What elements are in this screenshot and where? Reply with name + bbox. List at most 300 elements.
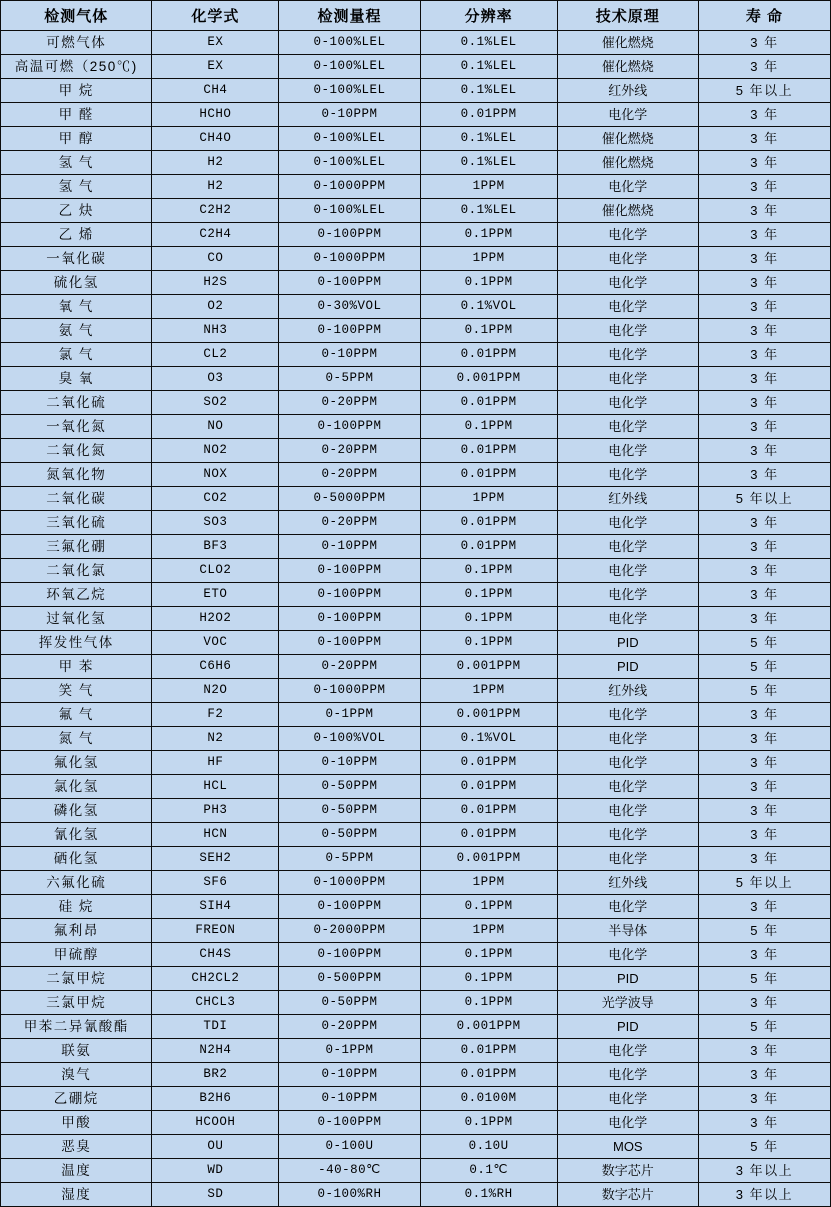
cell-principle: 电化学 (557, 727, 698, 751)
cell-gas-name: 湿度 (1, 1183, 152, 1207)
cell-principle: MOS (557, 1135, 698, 1159)
cell-formula: HCN (152, 823, 279, 847)
table-row (1, 55, 831, 79)
cell-formula: O3 (152, 367, 279, 391)
table-row (1, 31, 831, 55)
cell-lifetime: 3 年 (698, 991, 830, 1015)
cell-gas-name: 硫化氢 (1, 271, 152, 295)
cell-principle: 电化学 (557, 1039, 698, 1063)
cell-formula: VOC (152, 631, 279, 655)
cell-formula: HCL (152, 775, 279, 799)
cell-lifetime: 3 年以上 (698, 1159, 830, 1183)
table-row (1, 607, 831, 631)
cell-formula: CH4O (152, 127, 279, 151)
cell-resolution: 0.01PPM (420, 1063, 557, 1087)
cell-resolution: 0.1%LEL (420, 31, 557, 55)
cell-range: 0-100%LEL (279, 127, 420, 151)
cell-lifetime: 3 年 (698, 703, 830, 727)
cell-principle: 光学波导 (557, 991, 698, 1015)
cell-principle: 电化学 (557, 367, 698, 391)
table-row (1, 967, 831, 991)
cell-gas-name: 三氯甲烷 (1, 991, 152, 1015)
cell-resolution: 0.001PPM (420, 367, 557, 391)
cell-gas-name: 臭 氧 (1, 367, 152, 391)
cell-gas-name: 二氧化氯 (1, 559, 152, 583)
column-header-formula: 化学式 (152, 1, 279, 31)
cell-range: 0-1000PPM (279, 679, 420, 703)
cell-lifetime: 3 年 (698, 1111, 830, 1135)
cell-range: 0-100%RH (279, 1183, 420, 1207)
column-header-lifetime: 寿 命 (698, 1, 830, 31)
cell-formula: OU (152, 1135, 279, 1159)
cell-range: 0-1PPM (279, 703, 420, 727)
cell-lifetime: 3 年 (698, 751, 830, 775)
cell-principle: 催化燃烧 (557, 199, 698, 223)
cell-gas-name: 挥发性气体 (1, 631, 152, 655)
table-row (1, 127, 831, 151)
cell-lifetime: 3 年 (698, 391, 830, 415)
cell-resolution: 0.1PPM (420, 271, 557, 295)
cell-gas-name: 氮氧化物 (1, 463, 152, 487)
cell-range: 0-500PPM (279, 967, 420, 991)
table-row (1, 847, 831, 871)
cell-range: 0-100%LEL (279, 79, 420, 103)
cell-gas-name: 硒化氢 (1, 847, 152, 871)
cell-resolution: 0.1PPM (420, 943, 557, 967)
cell-range: 0-100%VOL (279, 727, 420, 751)
cell-range: 0-20PPM (279, 463, 420, 487)
table-row (1, 391, 831, 415)
cell-formula: C6H6 (152, 655, 279, 679)
cell-formula: CLO2 (152, 559, 279, 583)
cell-lifetime: 5 年以上 (698, 487, 830, 511)
cell-resolution: 0.1PPM (420, 991, 557, 1015)
table-row (1, 703, 831, 727)
table-row (1, 943, 831, 967)
cell-range: 0-5PPM (279, 367, 420, 391)
cell-range: 0-100PPM (279, 1111, 420, 1135)
cell-resolution: 0.1PPM (420, 607, 557, 631)
cell-principle: 电化学 (557, 175, 698, 199)
cell-formula: SD (152, 1183, 279, 1207)
table-row (1, 367, 831, 391)
cell-range: 0-100%LEL (279, 199, 420, 223)
table-row (1, 1039, 831, 1063)
table-row (1, 655, 831, 679)
cell-principle: 红外线 (557, 871, 698, 895)
cell-range: 0-1PPM (279, 1039, 420, 1063)
cell-principle: 半导体 (557, 919, 698, 943)
cell-formula: NO (152, 415, 279, 439)
cell-gas-name: 笑 气 (1, 679, 152, 703)
cell-formula: CH4S (152, 943, 279, 967)
cell-range: 0-20PPM (279, 511, 420, 535)
cell-principle: 电化学 (557, 823, 698, 847)
cell-resolution: 0.1%LEL (420, 199, 557, 223)
cell-gas-name: 三氟化硼 (1, 535, 152, 559)
table-row (1, 199, 831, 223)
cell-formula: SEH2 (152, 847, 279, 871)
table-row (1, 991, 831, 1015)
cell-gas-name: 磷化氢 (1, 799, 152, 823)
cell-lifetime: 3 年 (698, 607, 830, 631)
cell-gas-name: 氢 气 (1, 151, 152, 175)
table-row (1, 559, 831, 583)
cell-range: 0-30%VOL (279, 295, 420, 319)
cell-range: 0-20PPM (279, 1015, 420, 1039)
cell-gas-name: 氢 气 (1, 175, 152, 199)
cell-resolution: 0.01PPM (420, 823, 557, 847)
table-row (1, 223, 831, 247)
cell-lifetime: 3 年 (698, 511, 830, 535)
cell-resolution: 0.1PPM (420, 1111, 557, 1135)
table-row (1, 895, 831, 919)
cell-resolution: 0.01PPM (420, 391, 557, 415)
cell-principle: 电化学 (557, 319, 698, 343)
cell-formula: CHCL3 (152, 991, 279, 1015)
cell-resolution: 0.1PPM (420, 223, 557, 247)
cell-gas-name: 二氧化氮 (1, 439, 152, 463)
cell-gas-name: 甲酸 (1, 1111, 152, 1135)
cell-formula: C2H2 (152, 199, 279, 223)
cell-formula: N2 (152, 727, 279, 751)
cell-range: 0-100PPM (279, 223, 420, 247)
table-row (1, 1015, 831, 1039)
cell-formula: WD (152, 1159, 279, 1183)
cell-gas-name: 氰化氢 (1, 823, 152, 847)
table-row (1, 799, 831, 823)
table-row (1, 271, 831, 295)
cell-range: 0-100PPM (279, 415, 420, 439)
cell-principle: 电化学 (557, 751, 698, 775)
cell-gas-name: 恶臭 (1, 1135, 152, 1159)
cell-formula: BR2 (152, 1063, 279, 1087)
cell-lifetime: 3 年 (698, 175, 830, 199)
cell-lifetime: 3 年 (698, 271, 830, 295)
cell-gas-name: 氯 气 (1, 343, 152, 367)
table-row (1, 679, 831, 703)
table-row (1, 247, 831, 271)
cell-lifetime: 3 年 (698, 775, 830, 799)
cell-gas-name: 氮 气 (1, 727, 152, 751)
cell-gas-name: 联氨 (1, 1039, 152, 1063)
cell-gas-name: 环氧乙烷 (1, 583, 152, 607)
cell-formula: H2 (152, 175, 279, 199)
cell-range: 0-10PPM (279, 1063, 420, 1087)
cell-formula: SIH4 (152, 895, 279, 919)
cell-range: 0-100%LEL (279, 31, 420, 55)
cell-formula: O2 (152, 295, 279, 319)
cell-principle: 电化学 (557, 895, 698, 919)
cell-formula: H2O2 (152, 607, 279, 631)
cell-resolution: 0.10U (420, 1135, 557, 1159)
table-row (1, 1111, 831, 1135)
cell-principle: PID (557, 655, 698, 679)
cell-resolution: 0.01PPM (420, 535, 557, 559)
cell-lifetime: 5 年以上 (698, 871, 830, 895)
cell-resolution: 0.01PPM (420, 343, 557, 367)
cell-formula: NOX (152, 463, 279, 487)
cell-resolution: 0.01PPM (420, 775, 557, 799)
cell-formula: CH2CL2 (152, 967, 279, 991)
cell-range: 0-100PPM (279, 559, 420, 583)
cell-gas-name: 甲 醛 (1, 103, 152, 127)
cell-lifetime: 3 年 (698, 1063, 830, 1087)
cell-lifetime: 3 年 (698, 895, 830, 919)
table-row (1, 727, 831, 751)
cell-formula: EX (152, 55, 279, 79)
cell-principle: 电化学 (557, 1063, 698, 1087)
cell-resolution: 0.1%RH (420, 1183, 557, 1207)
cell-range: 0-20PPM (279, 655, 420, 679)
cell-gas-name: 过氧化氢 (1, 607, 152, 631)
cell-gas-name: 可燃气体 (1, 31, 152, 55)
cell-resolution: 0.001PPM (420, 1015, 557, 1039)
cell-gas-name: 高温可燃（250℃) (1, 55, 152, 79)
table-row (1, 439, 831, 463)
cell-resolution: 0.001PPM (420, 655, 557, 679)
cell-principle: 催化燃烧 (557, 31, 698, 55)
column-header-gas: 检测气体 (1, 1, 152, 31)
cell-principle: 电化学 (557, 583, 698, 607)
cell-range: 0-1000PPM (279, 247, 420, 271)
cell-resolution: 0.1℃ (420, 1159, 557, 1183)
cell-gas-name: 一氧化碳 (1, 247, 152, 271)
cell-lifetime: 3 年 (698, 463, 830, 487)
cell-resolution: 0.1PPM (420, 415, 557, 439)
cell-lifetime: 3 年 (698, 31, 830, 55)
cell-lifetime: 3 年 (698, 103, 830, 127)
cell-formula: F2 (152, 703, 279, 727)
cell-formula: EX (152, 31, 279, 55)
cell-lifetime: 5 年 (698, 631, 830, 655)
cell-lifetime: 3 年 (698, 823, 830, 847)
cell-resolution: 0.01PPM (420, 799, 557, 823)
cell-formula: HF (152, 751, 279, 775)
cell-principle: 电化学 (557, 1111, 698, 1135)
cell-resolution: 0.1PPM (420, 319, 557, 343)
cell-gas-name: 溴气 (1, 1063, 152, 1087)
table-row (1, 535, 831, 559)
cell-formula: CL2 (152, 343, 279, 367)
cell-gas-name: 温度 (1, 1159, 152, 1183)
cell-resolution: 0.0100M (420, 1087, 557, 1111)
cell-gas-name: 硅 烷 (1, 895, 152, 919)
cell-lifetime: 5 年以上 (698, 79, 830, 103)
cell-range: -40-80℃ (279, 1159, 420, 1183)
cell-formula: CO (152, 247, 279, 271)
cell-gas-name: 二氧化硫 (1, 391, 152, 415)
cell-gas-name: 甲硫醇 (1, 943, 152, 967)
cell-principle: 红外线 (557, 79, 698, 103)
cell-range: 0-50PPM (279, 775, 420, 799)
cell-range: 0-100PPM (279, 631, 420, 655)
cell-lifetime: 3 年 (698, 319, 830, 343)
cell-lifetime: 3 年 (698, 55, 830, 79)
cell-resolution: 0.01PPM (420, 511, 557, 535)
cell-principle: PID (557, 1015, 698, 1039)
cell-lifetime: 5 年 (698, 1015, 830, 1039)
cell-resolution: 0.001PPM (420, 703, 557, 727)
cell-resolution: 1PPM (420, 919, 557, 943)
table-body (1, 31, 831, 1207)
cell-gas-name: 氯化氢 (1, 775, 152, 799)
cell-principle: PID (557, 967, 698, 991)
cell-principle: 电化学 (557, 271, 698, 295)
table-row (1, 295, 831, 319)
column-header-resolution: 分辨率 (420, 1, 557, 31)
cell-gas-name: 乙 烯 (1, 223, 152, 247)
cell-principle: 电化学 (557, 847, 698, 871)
cell-range: 0-100PPM (279, 943, 420, 967)
cell-formula: CO2 (152, 487, 279, 511)
table-row (1, 103, 831, 127)
cell-gas-name: 甲 烷 (1, 79, 152, 103)
table-row (1, 583, 831, 607)
cell-formula: HCHO (152, 103, 279, 127)
cell-formula: N2O (152, 679, 279, 703)
cell-resolution: 0.001PPM (420, 847, 557, 871)
cell-principle: 电化学 (557, 511, 698, 535)
cell-range: 0-100PPM (279, 895, 420, 919)
cell-range: 0-100%LEL (279, 151, 420, 175)
cell-gas-name: 氧 气 (1, 295, 152, 319)
cell-lifetime: 3 年以上 (698, 1183, 830, 1207)
cell-range: 0-10PPM (279, 103, 420, 127)
cell-principle: 电化学 (557, 463, 698, 487)
cell-resolution: 0.1PPM (420, 559, 557, 583)
table-row (1, 1087, 831, 1111)
cell-resolution: 0.1PPM (420, 631, 557, 655)
cell-lifetime: 3 年 (698, 583, 830, 607)
cell-formula: B2H6 (152, 1087, 279, 1111)
cell-resolution: 0.01PPM (420, 463, 557, 487)
cell-lifetime: 5 年 (698, 1135, 830, 1159)
cell-lifetime: 3 年 (698, 343, 830, 367)
cell-range: 0-50PPM (279, 823, 420, 847)
table-row (1, 1159, 831, 1183)
cell-lifetime: 3 年 (698, 199, 830, 223)
cell-lifetime: 5 年 (698, 655, 830, 679)
cell-resolution: 1PPM (420, 487, 557, 511)
cell-range: 0-20PPM (279, 391, 420, 415)
cell-principle: 电化学 (557, 703, 698, 727)
cell-resolution: 0.1%VOL (420, 727, 557, 751)
cell-formula: PH3 (152, 799, 279, 823)
column-header-principle: 技术原理 (557, 1, 698, 31)
cell-range: 0-10PPM (279, 535, 420, 559)
cell-range: 0-2000PPM (279, 919, 420, 943)
table-row (1, 487, 831, 511)
cell-range: 0-100PPM (279, 583, 420, 607)
cell-formula: FREON (152, 919, 279, 943)
cell-principle: 电化学 (557, 103, 698, 127)
cell-formula: NH3 (152, 319, 279, 343)
cell-principle: 电化学 (557, 943, 698, 967)
cell-resolution: 0.1%LEL (420, 55, 557, 79)
cell-range: 0-100%LEL (279, 55, 420, 79)
cell-formula: NO2 (152, 439, 279, 463)
cell-formula: N2H4 (152, 1039, 279, 1063)
cell-gas-name: 乙硼烷 (1, 1087, 152, 1111)
cell-principle: 数字芯片 (557, 1159, 698, 1183)
cell-formula: C2H4 (152, 223, 279, 247)
cell-range: 0-100PPM (279, 319, 420, 343)
cell-range: 0-20PPM (279, 439, 420, 463)
cell-resolution: 1PPM (420, 871, 557, 895)
cell-lifetime: 3 年 (698, 151, 830, 175)
cell-gas-name: 氟 气 (1, 703, 152, 727)
table-row (1, 79, 831, 103)
cell-formula: H2 (152, 151, 279, 175)
cell-gas-name: 氟化氢 (1, 751, 152, 775)
cell-formula: SF6 (152, 871, 279, 895)
cell-principle: 电化学 (557, 439, 698, 463)
table-row (1, 463, 831, 487)
table-row (1, 343, 831, 367)
cell-formula: TDI (152, 1015, 279, 1039)
cell-principle: 电化学 (557, 559, 698, 583)
table-row (1, 871, 831, 895)
cell-gas-name: 甲 苯 (1, 655, 152, 679)
cell-principle: 电化学 (557, 295, 698, 319)
cell-resolution: 1PPM (420, 175, 557, 199)
cell-range: 0-5000PPM (279, 487, 420, 511)
cell-resolution: 0.1%LEL (420, 79, 557, 103)
cell-range: 0-1000PPM (279, 871, 420, 895)
cell-formula: CH4 (152, 79, 279, 103)
cell-principle: 数字芯片 (557, 1183, 698, 1207)
table-row (1, 1183, 831, 1207)
cell-formula: ETO (152, 583, 279, 607)
cell-lifetime: 3 年 (698, 223, 830, 247)
cell-lifetime: 3 年 (698, 1039, 830, 1063)
cell-range: 0-10PPM (279, 751, 420, 775)
cell-principle: 电化学 (557, 391, 698, 415)
cell-range: 0-100PPM (279, 271, 420, 295)
cell-gas-name: 二氯甲烷 (1, 967, 152, 991)
cell-resolution: 0.1%LEL (420, 127, 557, 151)
cell-principle: 电化学 (557, 1087, 698, 1111)
table-row (1, 631, 831, 655)
cell-lifetime: 3 年 (698, 439, 830, 463)
cell-principle: 电化学 (557, 535, 698, 559)
cell-lifetime: 3 年 (698, 943, 830, 967)
cell-resolution: 0.1%LEL (420, 151, 557, 175)
cell-gas-name: 一氧化氮 (1, 415, 152, 439)
cell-range: 0-5PPM (279, 847, 420, 871)
table-header-row (1, 1, 831, 31)
cell-resolution: 1PPM (420, 679, 557, 703)
cell-lifetime: 5 年 (698, 679, 830, 703)
cell-principle: PID (557, 631, 698, 655)
cell-resolution: 0.1%VOL (420, 295, 557, 319)
table-row (1, 415, 831, 439)
cell-lifetime: 3 年 (698, 295, 830, 319)
cell-lifetime: 3 年 (698, 1087, 830, 1111)
cell-lifetime: 3 年 (698, 559, 830, 583)
cell-resolution: 0.1PPM (420, 895, 557, 919)
cell-lifetime: 3 年 (698, 247, 830, 271)
cell-lifetime: 3 年 (698, 727, 830, 751)
cell-resolution: 1PPM (420, 247, 557, 271)
cell-range: 0-10PPM (279, 1087, 420, 1111)
cell-formula: SO2 (152, 391, 279, 415)
cell-range: 0-100U (279, 1135, 420, 1159)
cell-principle: 催化燃烧 (557, 151, 698, 175)
cell-lifetime: 3 年 (698, 127, 830, 151)
table-row (1, 175, 831, 199)
